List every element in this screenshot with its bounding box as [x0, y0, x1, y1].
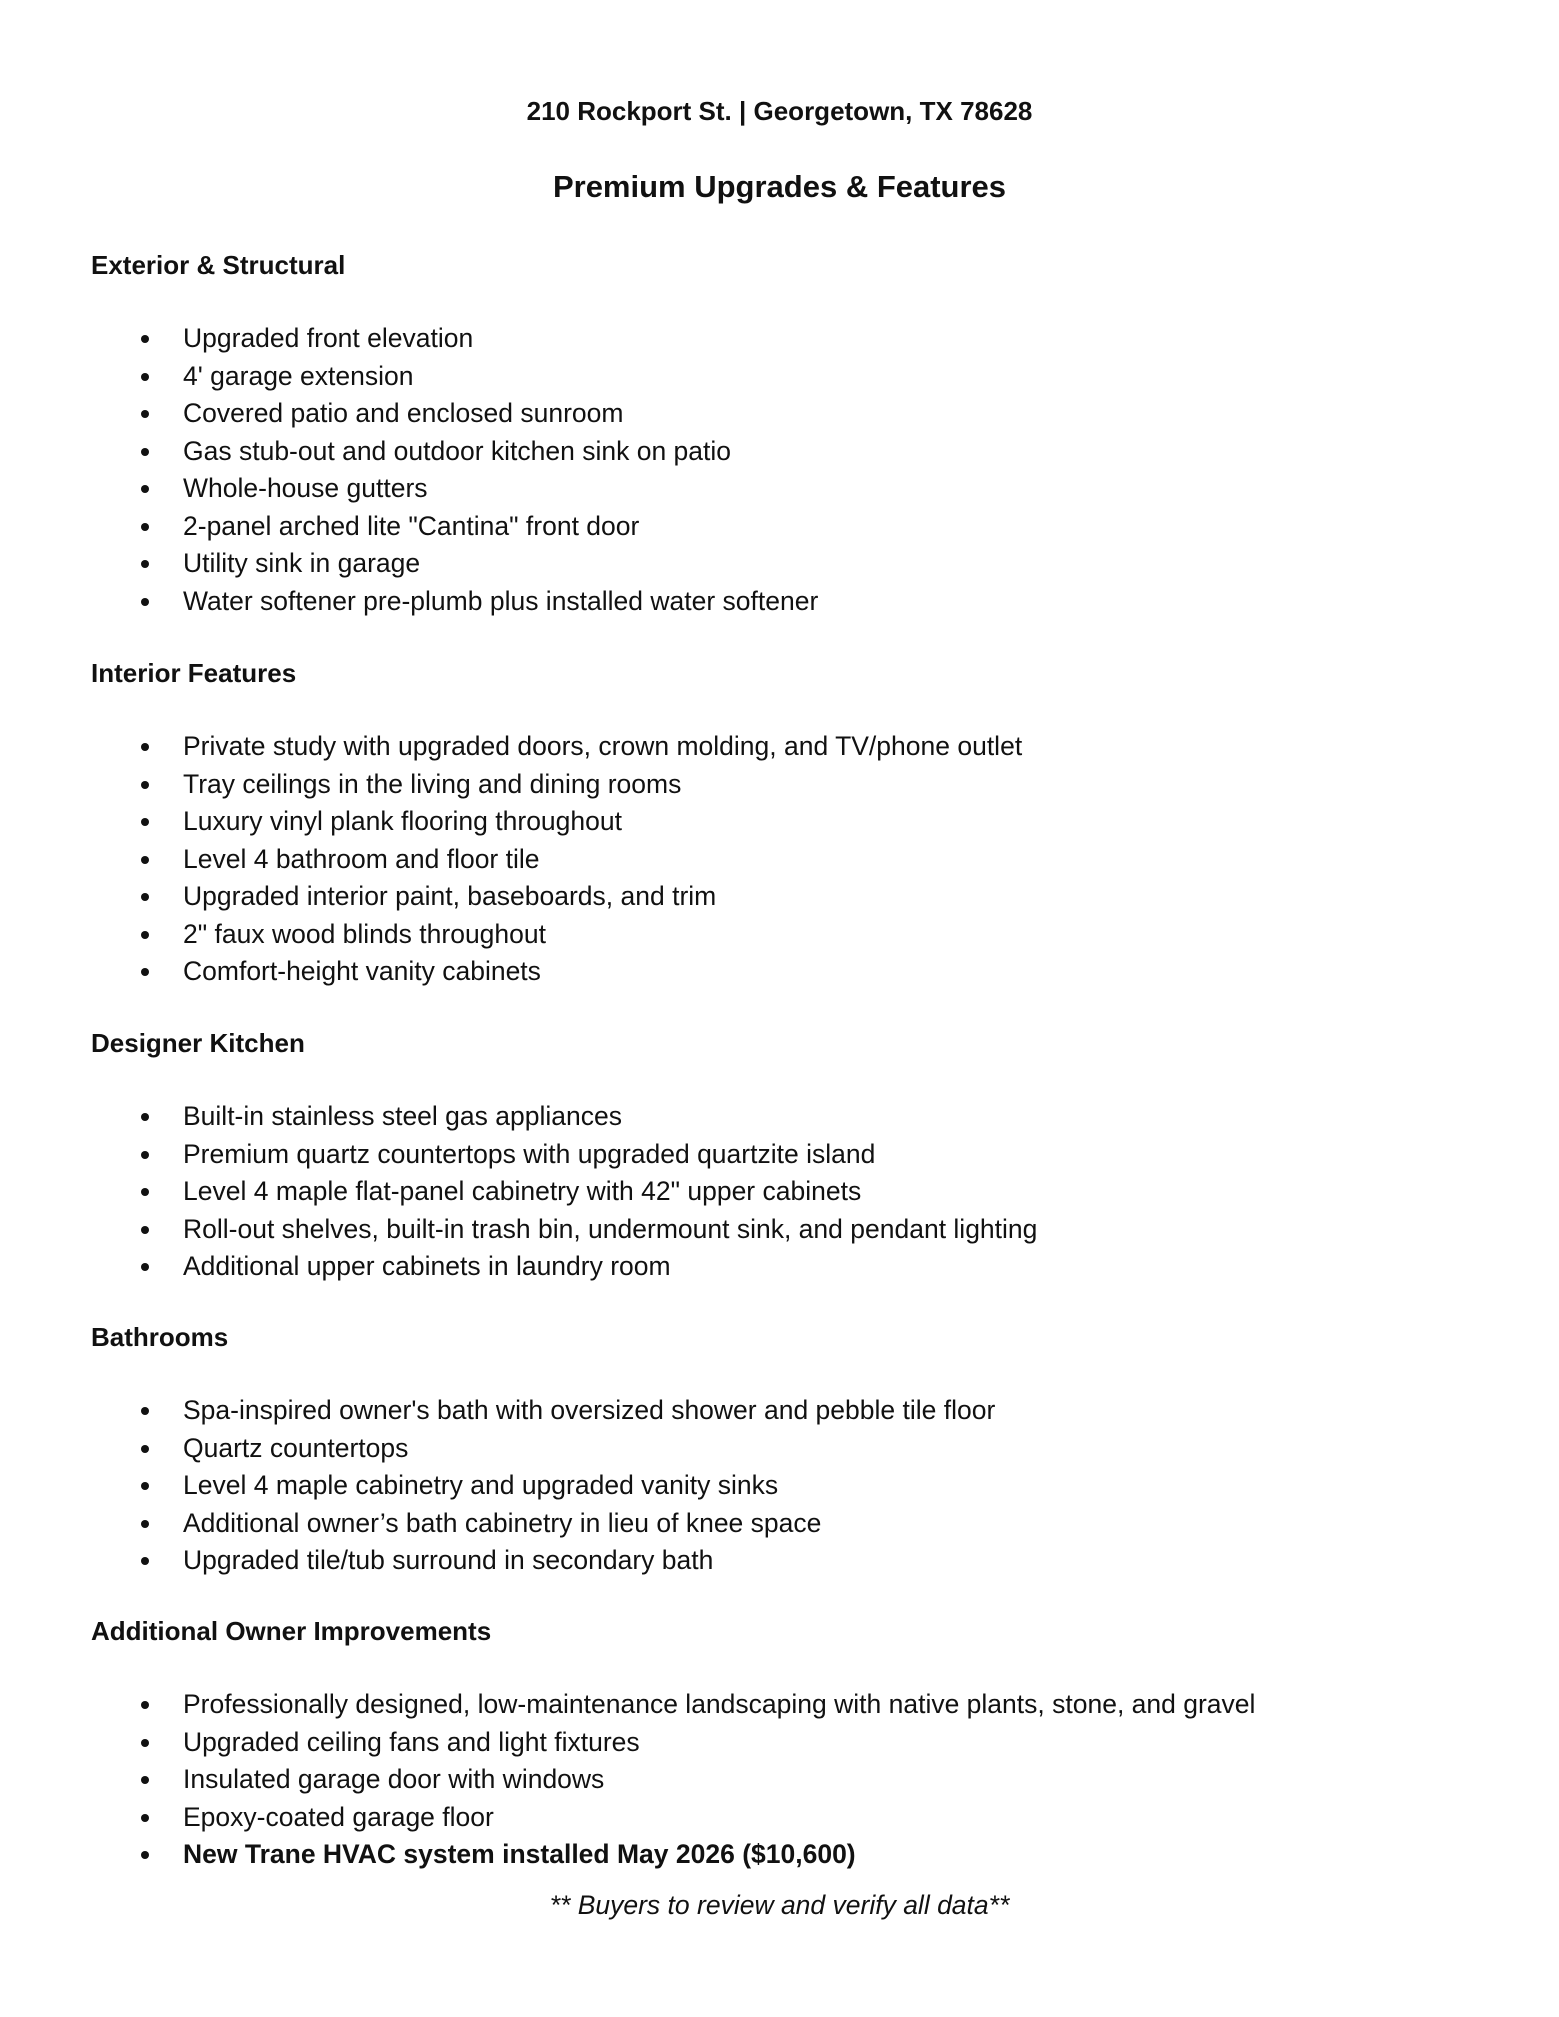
list-item — [91, 916, 1491, 954]
list-item — [91, 1686, 1491, 1724]
bullet-icon — [141, 1739, 149, 1747]
bullet-icon — [141, 560, 149, 568]
list-item-text: Upgraded interior paint, baseboards, and trim — [183, 881, 717, 911]
list-item-text: Level 4 maple flat-panel cabinetry with 42" upper cabinets — [183, 1176, 862, 1206]
list-item — [91, 583, 1491, 621]
list-item — [91, 545, 1491, 583]
disclaimer-note: ** Buyers to review and verify all data** — [549, 1890, 1010, 1920]
document-title: Premium Upgrades & Features — [552, 169, 1007, 204]
bullet-icon — [141, 1407, 149, 1415]
bullet-icon — [141, 818, 149, 826]
feature-list — [91, 320, 1491, 620]
list-item-text: Additional upper cabinets in laundry room — [183, 1251, 671, 1281]
list-item — [91, 433, 1491, 471]
list-item — [91, 878, 1491, 916]
bullet-icon — [141, 523, 149, 531]
list-item-text: New Trane HVAC system installed May 2026 ($10,600) — [183, 1839, 856, 1869]
list-item-text: Additional owner’s bath cabinetry in lieu of knee space — [183, 1507, 822, 1538]
bullet-icon — [141, 743, 149, 751]
bullet-icon — [141, 1113, 149, 1121]
bullet-icon — [141, 1851, 149, 1859]
list-item-text: Luxury vinyl plank flooring throughout — [183, 806, 622, 836]
list-item — [91, 1098, 1491, 1136]
bullet-icon — [141, 373, 149, 381]
list-item — [91, 766, 1491, 804]
bullet-icon — [141, 1226, 149, 1234]
section-designer-kitchen — [91, 1026, 1491, 1286]
list-item-text: Built-in stainless steel gas appliances — [183, 1101, 622, 1131]
list-item-text: Gas stub-out and outdoor kitchen sink on patio — [183, 435, 732, 466]
bullet-icon — [141, 1701, 149, 1709]
list-item-text: Epoxy-coated garage floor — [183, 1801, 494, 1832]
list-item-text: Upgraded front elevation — [183, 323, 474, 353]
list-item-text: Whole-house gutters — [183, 473, 428, 503]
list-item — [91, 728, 1491, 766]
section-interior-features — [91, 656, 1491, 991]
bullet-icon — [141, 448, 149, 456]
list-item-text: Utility sink in garage — [183, 548, 421, 578]
list-item-text: Level 4 bathroom and floor tile — [183, 843, 540, 874]
list-item — [91, 1173, 1491, 1211]
list-item-text: Upgraded tile/tub surround in secondary bath — [183, 1545, 714, 1575]
list-item — [91, 1430, 1491, 1468]
property-address: 210 Rockport St. | Georgetown, TX 78628 — [526, 96, 1033, 126]
section-heading: Exterior & Structural — [91, 250, 346, 280]
list-item — [91, 395, 1491, 433]
list-item-text: Tray ceilings in the living and dining rooms — [183, 768, 682, 799]
list-item-text: Quartz countertops — [183, 1432, 409, 1463]
list-item-text: Upgraded ceiling fans and light fixtures — [183, 1726, 640, 1757]
bullet-icon — [141, 931, 149, 939]
bullet-icon — [141, 1151, 149, 1159]
bullet-icon — [141, 1814, 149, 1822]
section-bathrooms — [91, 1320, 1491, 1580]
section-heading: Designer Kitchen — [91, 1028, 305, 1058]
list-item — [91, 508, 1491, 546]
feature-list — [91, 1686, 1491, 1874]
list-item-text: Spa-inspired owner's bath with oversized shower and pebble tile floor — [183, 1395, 996, 1425]
bullet-icon — [141, 1263, 149, 1271]
feature-list — [91, 728, 1491, 991]
bullet-icon — [141, 1188, 149, 1196]
bullet-icon — [141, 893, 149, 901]
bullet-icon — [141, 781, 149, 789]
list-item-highlight — [91, 1836, 1491, 1874]
list-item — [91, 1505, 1491, 1543]
section-heading: Bathrooms — [91, 1322, 229, 1352]
list-item — [91, 1136, 1491, 1174]
section-exterior-structural — [91, 248, 1491, 620]
list-item — [91, 1542, 1491, 1580]
list-item — [91, 803, 1491, 841]
list-item-text: 4' garage extension — [183, 360, 414, 391]
list-item-text: Covered patio and enclosed sunroom — [183, 398, 624, 428]
bullet-icon — [141, 335, 149, 343]
list-item-text: Professionally designed, low-maintenance landscaping with native plants, stone, and gravel — [183, 1689, 1256, 1719]
list-item — [91, 1761, 1491, 1799]
bullet-icon — [141, 1445, 149, 1453]
list-item-text: Roll-out shelves, built-in trash bin, undermount sink, and pendant lighting — [183, 1213, 1038, 1244]
list-item — [91, 1392, 1491, 1430]
bullet-icon — [141, 1557, 149, 1565]
list-item-text: 2" faux wood blinds throughout — [183, 918, 546, 949]
list-item-text: Premium quartz countertops with upgraded quartzite island — [183, 1138, 876, 1169]
feature-list — [91, 1098, 1491, 1286]
bullet-icon — [141, 1482, 149, 1490]
bullet-icon — [141, 1776, 149, 1784]
list-item — [91, 1248, 1491, 1286]
list-item — [91, 1467, 1491, 1505]
feature-list — [91, 1392, 1491, 1580]
list-item-text: Water softener pre-plumb plus installed water softener — [183, 585, 819, 616]
list-item-text: Comfort-height vanity cabinets — [183, 956, 541, 986]
list-item-text: Insulated garage door with windows — [183, 1764, 605, 1794]
section-additional-owner-improvements — [91, 1614, 1491, 1874]
list-item — [91, 1799, 1491, 1837]
list-item-text: 2-panel arched lite "Cantina" front door — [183, 510, 640, 541]
list-item — [91, 320, 1491, 358]
list-item — [91, 358, 1491, 396]
list-item — [91, 1724, 1491, 1762]
list-item-text: Level 4 maple cabinetry and upgraded vanity sinks — [183, 1470, 779, 1500]
list-item — [91, 470, 1491, 508]
section-heading: Interior Features — [91, 658, 297, 688]
bullet-icon — [141, 598, 149, 606]
bullet-icon — [141, 485, 149, 493]
list-item — [91, 1211, 1491, 1249]
list-item-text: Private study with upgraded doors, crown molding, and TV/phone outlet — [183, 731, 1023, 761]
list-item — [91, 953, 1491, 991]
list-item — [91, 841, 1491, 879]
section-heading: Additional Owner Improvements — [91, 1616, 492, 1646]
bullet-icon — [141, 968, 149, 976]
bullet-icon — [141, 1520, 149, 1528]
bullet-icon — [141, 856, 149, 864]
bullet-icon — [141, 410, 149, 418]
